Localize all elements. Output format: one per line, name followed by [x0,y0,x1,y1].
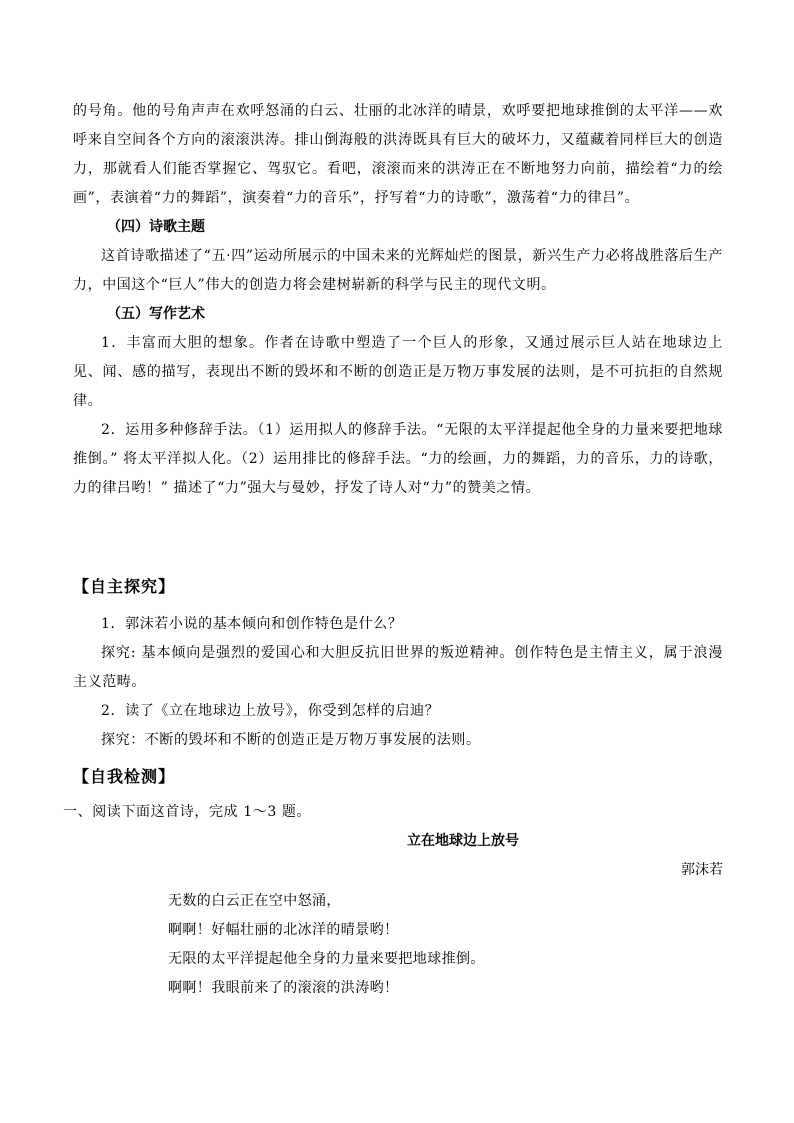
section-heading-theme: （四）诗歌主题 [107,219,205,235]
explore-question-1: 1．郭沫若小说的基本倾向和创作特色是什么？ [101,616,403,632]
explore-answer-1: 探究: 基本倾向是强烈的爱国心和大胆反抗旧世界的叛逆精神。创作特色是主情主义，属于浪漫主义范畴。 [73,645,723,690]
intro-paragraph: 的号角。他的号角声声在欢呼怒涌的白云、壮丽的北冰洋的晴景，欢呼要把地球推倒的太平洋——欢呼来自空间各个方向的滚滚洪涛。排山倒海般的洪涛既具有巨大的破坏力，又蕴藏着同样巨大的创造力，那就看人们能否掌握它、驾驭它。看吧，滚滚而来的洪涛正在不断地努力向前，描绘着“力的绘画”，表演着“力的舞蹈”，演奏着“力的音乐”，抒写着“力的诗歌”，激荡着“力的律吕”。 [73,103,723,206]
poem-line: 啊啊！好幅壮丽的北冰洋的晴景哟！ [168,922,399,938]
selftest-section [63,762,723,1003]
poem-line: 啊啊！我眼前来了的滚滚的洪涛哟！ [168,980,399,996]
explore-section [73,572,723,755]
poem-line: 无数的白云正在空中怒涌， [168,893,341,909]
poem-title: 立在地球边上放号 [407,833,519,849]
explore-question-2: 2．读了《立在地球边上放号》，你受到怎样的启迪？ [101,703,440,719]
explore-heading: 【自主探究】 [73,577,176,596]
theme-paragraph: 这首诗歌描述了“五·四”运动所展示的中国未来的光辉灿烂的图景，新兴生产力必将战胜落后生产力，中国这个“巨人”伟大的创造力将会建树崭新的科学与民主的现代文明。 [73,248,723,293]
poem-author: 郭沫若 [681,862,723,878]
art-item-2: 2．运用多种修辞手法。（1）运用拟人的修辞手法。“无限的太平洋提起他全身的力量来要把地球推倒。” 将太平洋拟人化。（2）运用排比的修辞手法。“力的绘画，力的舞蹈，力的音乐，力的诗歌，力的律吕哟！” 描述了“力”强大与曼妙，抒发了诗人对“力”的赞美之情。 [73,422,723,496]
explore-answer-2: 探究：不断的毁坏和不断的创造正是万物万事发展的法则。 [101,732,481,748]
selftest-instruction: 一、阅读下面这首诗，完成 1～3 题。 [63,804,312,820]
analysis-section [73,97,723,503]
poem-line: 无限的太平洋提起他全身的力量来要把地球推倒。 [168,951,485,967]
selftest-heading: 【自我检测】 [73,767,176,786]
art-item-1: 1．丰富而大胆的想象。作者在诗歌中塑造了一个巨人的形象，又通过展示巨人站在地球边上见、闻、感的描写，表现出不断的毁坏和不断的创造正是万物万事发展的法则，是不可抗拒的自然规律。 [73,335,723,409]
section-heading-art: （五）写作艺术 [107,306,205,322]
